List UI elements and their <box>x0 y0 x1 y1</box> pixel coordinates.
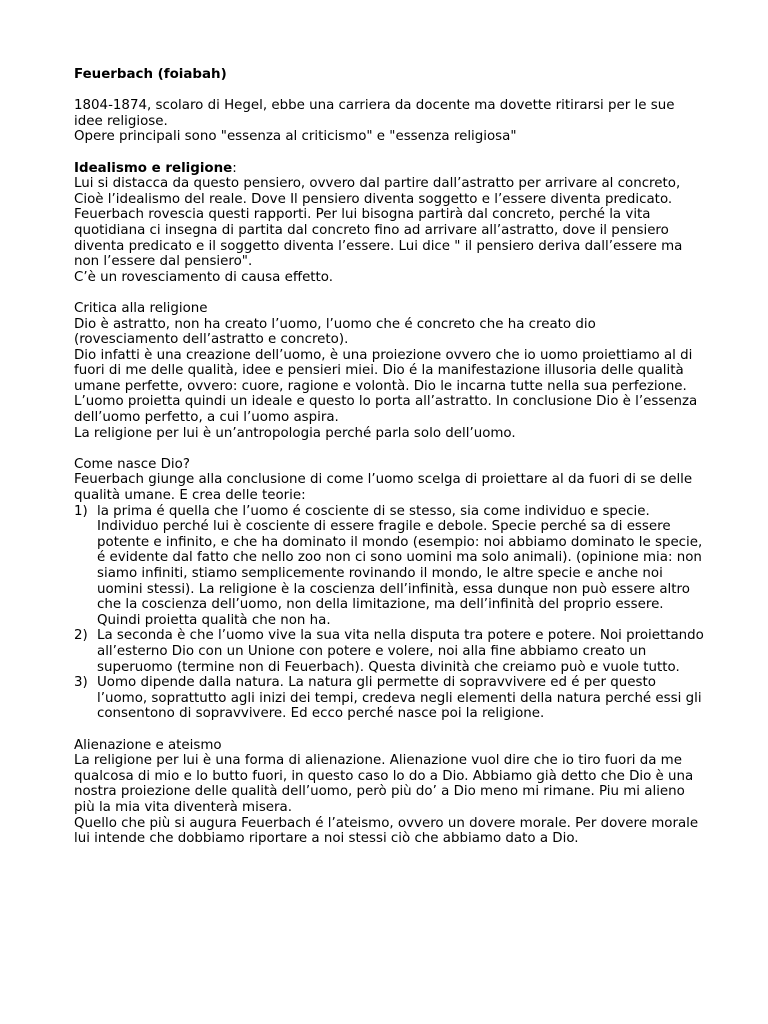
section-paragraph: Feuerbach rovescia questi rapporti. Per lui bisogna partirà dal concreto, perché la vita quotidiana ci insegna di partita dal concreto fino ad arrivare all’astratto, dove il pensiero diventa predicato e il soggetto diventa l’essere. Lui dice " il pensiero deriva dall’essere ma non l’essere dal pensiero". <box>74 207 683 270</box>
section-idealismo <box>74 161 704 286</box>
section-heading: Alienazione e ateismo <box>74 737 222 753</box>
section-paragraph: La religione per lui è un’antropologia perché parla solo dell’uomo. <box>74 425 516 441</box>
section-paragraph: La religione per lui è una forma di alienazione. Alienazione vuol dire che io tiro fuori da me qualcosa di mio e lo butto fuori, in questo caso lo do a Dio. Abbiamo già detto che Dio è una nostra proiezione delle qualità dell’uomo, però più do’ a Dio meno mi rimane. Piu mi alieno più la mia vita diventerà misera. <box>74 753 694 815</box>
list-item-text: la prima é quella che l’uomo é cosciente di se stesso, sia come individuo e specie. Individuo perché lui è cosciente di essere fragile e debole. Specie perché sa di essere potente e infinito, e che ha dominato il mondo (esempio: noi abbiamo dominato le specie, é evidente dal fatto che nello zoo non ci sono uomini ma solo animali). (opinione mia: non siamo infiniti, stiamo semplicemente rovinando il mondo, le altre specie e anche noi uomini stessi). La religione è la coscienza dell’infinità, essa dunque non può essere altro che la coscienza dell’uomo, non della limitazione, ma dell’infinità del proprio essere. Quindi proietta qualità che non ha. <box>97 503 703 628</box>
intro-paragraph: 1804-1874, scolaro di Hegel, ebbe una carriera da docente ma dovette ritirarsi per le sue idee religiose. <box>74 98 675 129</box>
list-item-text: La seconda è che l’uomo vive la sua vita nella disputa tra potere e potere. Noi proiettando all’esterno Dio con un Unione con potere e volere, noi alla fine abbiamo creato un superuomo (termine non di Feuerbach). Questa divinità che creiamo può e vuole tutto. <box>97 628 704 675</box>
section-critica <box>74 301 704 441</box>
intro-block <box>74 98 704 145</box>
document-page <box>74 67 704 847</box>
section-heading: Critica alla religione <box>74 300 208 316</box>
section-paragraph: Quello che più si augura Feuerbach é l’ateismo, ovvero un dovere morale. Per dovere morale lui intende che dobbiamo riportare a noi stessi ciò che abbiamo dato a Dio. <box>74 815 699 847</box>
section-paragraph: L’uomo proietta quindi un ideale e questo lo porta all’astratto. In conclusione Dio è l’essenza dell’uomo perfetto, a cui l’uomo aspira. <box>74 394 698 426</box>
intro-paragraph: Opere principali sono "essenza al criticismo" e "essenza religiosa" <box>74 129 517 145</box>
section-paragraph: Lui si distacca da questo pensiero, ovvero dal partire dall’astratto per arrivare al concreto, Cioè l’idealismo del reale. Dove Il pensiero diventa soggetto e l’essere diventa predicato. <box>74 176 681 207</box>
section-come-nasce <box>74 457 704 722</box>
list-item-number: 3) <box>74 675 88 691</box>
section-heading-text: Idealismo e religione <box>74 160 233 176</box>
section-paragraph: Dio infatti è una creazione dell’uomo, è una proiezione ovvero che io uomo proiettiamo al di fuori di me delle qualità, idee e pensieri miei. Dio é la manifestazione illusoria delle qualità umane perfette, ovvero: cuore, ragione e volontà. Dio le incarna tutte nella sua perfezione. <box>74 347 693 394</box>
section-heading-suffix: : <box>232 160 237 176</box>
section-alienazione <box>74 738 704 847</box>
list-item <box>74 628 704 675</box>
numbered-list <box>74 504 704 722</box>
section-paragraph: Feuerbach giunge alla conclusione di come l’uomo scelga di proiettare al da fuori di se delle qualità umane. E crea delle teorie: <box>74 472 693 504</box>
list-item-text: Uomo dipende dalla natura. La natura gli permette di sopravvivere ed é per questo l’uomo, soprattutto agli inizi dei tempi, credeva negli elementi della natura perché essi gli consentono di sopravvivere. Ed ecco perché nasce poi la religione. <box>97 675 702 722</box>
list-item-number: 1) <box>74 503 88 519</box>
section-heading: Come nasce Dio? <box>74 456 190 472</box>
list-item <box>74 675 704 722</box>
section-heading <box>74 161 704 177</box>
document-title: Feuerbach (foiabah) <box>74 67 227 82</box>
section-paragraph: C’è un rovesciamento di causa effetto. <box>74 269 334 285</box>
list-item <box>74 504 704 629</box>
list-item-number: 2) <box>74 628 88 644</box>
section-paragraph: Dio è astratto, non ha creato l’uomo, l’uomo che é concreto che ha creato dio (rovesciamento dell’astratto e concreto). <box>74 316 596 348</box>
